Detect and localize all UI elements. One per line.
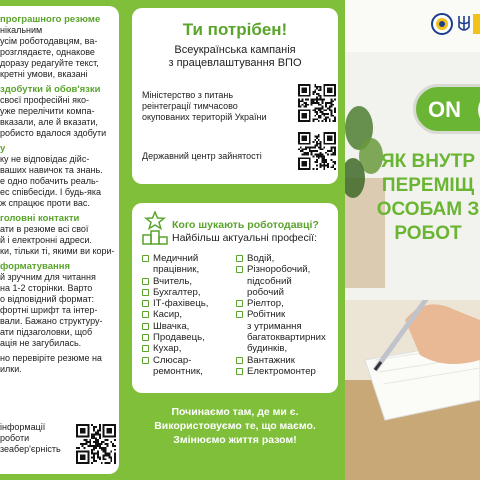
- left-panel: [0, 0, 125, 480]
- resume-tip-section: [0, 84, 113, 139]
- profession-label: Касир,: [153, 309, 183, 321]
- profession-label: Вантажник: [247, 354, 295, 366]
- profession-item: [236, 264, 326, 275]
- ministry-qr-code[interactable]: [298, 84, 336, 122]
- cover-title-line: ОСОБАМ З: [376, 199, 480, 220]
- ministry-logo-icon: [431, 13, 453, 35]
- profession-item: [142, 355, 208, 366]
- checkbox-icon: [236, 255, 243, 262]
- resume-tip-line: но перевіріте резюме на: [0, 353, 102, 363]
- checkbox-icon: [142, 357, 149, 364]
- resume-tip-line: вказали, але й вказати,: [0, 117, 98, 127]
- subtitle-line: Всеукраїнська кампанія: [174, 44, 296, 56]
- resume-tip-section: [0, 14, 113, 80]
- checkbox-icon: [236, 357, 243, 364]
- checkbox-icon: [142, 334, 149, 341]
- resume-tips-card: [0, 6, 119, 474]
- profession-label: працівник,: [153, 264, 200, 276]
- resume-tip-line: доразу редагуйте текст,: [0, 58, 99, 68]
- profession-label: Робітник: [247, 309, 286, 321]
- resume-tip-line: е одно побачить реаль-: [0, 176, 99, 186]
- footer-line: роботи: [0, 433, 30, 443]
- checkbox-icon: [142, 300, 149, 307]
- profession-label: багатоквартирних: [247, 332, 326, 344]
- profession-label: Різноробочий,: [247, 264, 311, 276]
- resume-tip-line: своєї професійні яко-: [0, 95, 89, 105]
- resume-tip-line: ес співбесіди. І будь-яка: [0, 187, 102, 197]
- checkbox-icon: [142, 289, 149, 296]
- professions-card: [132, 203, 338, 393]
- profession-label: Швачка,: [153, 320, 190, 332]
- resume-tip-line: илки.: [0, 364, 22, 374]
- profession-label: будинків,: [247, 343, 288, 355]
- footer-line: інформації: [0, 422, 46, 432]
- profession-label: Бухгалтер,: [153, 286, 201, 298]
- resume-tip-line: ати підзаголовки, щоб: [0, 327, 93, 337]
- checkbox-icon: [142, 278, 149, 285]
- campaign-card: [132, 8, 338, 184]
- cover-title-line: РОБОТ: [394, 223, 462, 244]
- profession-item: [236, 287, 326, 298]
- profession-item: [142, 298, 208, 309]
- resume-tip-line: кретні умови, вказані: [0, 69, 88, 79]
- resume-tip-line: уже перелічити компа-: [0, 106, 95, 116]
- resume-tip-line: ація не загубилась.: [0, 338, 82, 348]
- podium-star-icon: [142, 211, 168, 245]
- profession-item: [142, 287, 208, 298]
- profession-item: [236, 309, 326, 320]
- checkbox-icon: [142, 311, 149, 318]
- campaign-title: Ти потрібен!: [182, 20, 288, 39]
- trident-emblem-icon: [457, 14, 471, 34]
- checkbox-icon: [236, 311, 243, 318]
- profession-label: з утримання: [247, 320, 302, 332]
- partner-logo-icon: [473, 14, 480, 34]
- writing-hand-photo: [345, 300, 480, 480]
- cover-title-line: ЯК ВНУТР: [380, 151, 476, 172]
- profession-item: [142, 343, 208, 354]
- footer-note: [0, 422, 74, 455]
- cover-title: [363, 150, 480, 246]
- profession-item: [142, 276, 208, 287]
- checkbox-icon: [236, 300, 243, 307]
- resume-tip-line: ваших навичок та знань.: [0, 165, 103, 175]
- profession-label: Медичний: [153, 253, 199, 264]
- resume-tip-line: робисто вдалося здобути: [0, 128, 107, 138]
- profession-label: підсобний: [247, 275, 292, 287]
- middle-panel: [125, 0, 345, 480]
- resume-tip-heading: програшного резюме: [0, 14, 101, 25]
- checkbox-icon: [236, 368, 243, 375]
- profession-item: [236, 332, 326, 343]
- profession-item: [142, 309, 208, 320]
- profession-item: [236, 355, 326, 366]
- campaign-slogan: [125, 405, 345, 447]
- resume-tip-line: на 1-2 сторінки. Варто: [0, 283, 93, 293]
- resume-tip-line: фортні шрифт та інтер-: [0, 305, 98, 315]
- profession-label: Кухар,: [153, 343, 182, 355]
- resume-tip-line: й зручним для читання: [0, 272, 96, 282]
- professions-list-left: [142, 253, 208, 377]
- profession-label: робочий: [247, 286, 285, 298]
- ministry-line: реінтеграції тимчасово: [142, 101, 238, 111]
- resume-tip-section: [0, 353, 113, 375]
- resume-tip-line: о відповідний формат:: [0, 294, 95, 304]
- resume-tip-line: ж спрацює проти вас.: [0, 198, 90, 208]
- campaign-subtitle: [132, 44, 338, 70]
- professions-heading: [172, 219, 319, 245]
- profession-item: [236, 366, 326, 377]
- profession-label: Продавець,: [153, 332, 205, 344]
- profession-item: [236, 276, 326, 287]
- slogan-line: Починаємо там, де ми є.: [171, 406, 299, 418]
- profession-item: [142, 366, 208, 377]
- slogan-line: Змінюємо життя разом!: [173, 434, 297, 446]
- profession-label: ремонтник,: [153, 365, 203, 377]
- resume-tip-section: [0, 213, 113, 257]
- resume-tip-line: ку не відповідає дійс-: [0, 154, 90, 164]
- ministry-line: Міністерство з питань: [142, 90, 234, 100]
- profession-item: [142, 321, 208, 332]
- resume-tip-section: [0, 261, 113, 349]
- resume-tip-line: ати в резюме всі свої: [0, 224, 89, 234]
- resume-tip-line: розглядаєте, однакове: [0, 47, 95, 57]
- resume-tip-line: й і електронні адреси.: [0, 235, 92, 245]
- profession-label: Слюсар-: [153, 354, 192, 366]
- subtitle-line: з працевлаштування ВПО: [168, 57, 302, 69]
- profession-item: [236, 298, 326, 309]
- checkbox-icon: [142, 255, 149, 262]
- profession-item: [142, 264, 208, 275]
- professions-question: Кого шукають роботодавці?: [172, 219, 319, 231]
- profession-label: Вчитель,: [153, 275, 193, 287]
- profession-item: [236, 343, 326, 354]
- profession-label: Ріелтор,: [247, 298, 284, 310]
- professions-subheading: Найбільш актуальні професії:: [172, 232, 317, 244]
- profession-item: [236, 321, 326, 332]
- slogan-line: Використовуємо те, що маємо.: [154, 420, 316, 432]
- cover-title-line: ПЕРЕМІЩ: [381, 175, 475, 196]
- resume-tip-section: [0, 143, 113, 209]
- resume-tip-heading: головні контакти: [0, 213, 80, 224]
- profession-item: [142, 253, 208, 264]
- ministry-line: окупованих територій України: [142, 112, 267, 122]
- checkbox-icon: [236, 266, 243, 273]
- resume-tip-line: нікальним: [0, 25, 43, 35]
- resume-tip-line: ки, тільки ті, якими ви кори-: [0, 246, 115, 256]
- resume-tip-line: усім роботодавцям, ва-: [0, 36, 98, 46]
- on-toggle: [413, 84, 480, 134]
- qr-code[interactable]: [76, 424, 116, 464]
- profession-label: ІТ-фахівець,: [153, 298, 209, 310]
- profession-item: [236, 253, 326, 264]
- footer-line: зеабер'єрність: [0, 444, 61, 454]
- professions-list-right: [236, 253, 326, 377]
- profession-label: Водій,: [247, 253, 275, 264]
- employment-center-label: Державний центр зайнятості: [142, 151, 262, 161]
- resume-tips-list: [0, 14, 113, 375]
- resume-tip-line: вали. Бажано структуру-: [0, 316, 103, 326]
- resume-tip-heading: у: [0, 143, 6, 154]
- toggle-label: ON: [428, 97, 461, 122]
- resume-tip-heading: форматування: [0, 261, 71, 272]
- checkbox-icon: [142, 345, 149, 352]
- resume-tip-heading: здобутки й обов'язки: [0, 84, 101, 95]
- profession-item: [142, 332, 208, 343]
- employment-center-qr-code[interactable]: [298, 132, 336, 170]
- checkbox-icon: [142, 323, 149, 330]
- ministry-label: [142, 90, 266, 123]
- cover-panel: [345, 0, 480, 480]
- profession-label: Електромонтер: [247, 365, 316, 377]
